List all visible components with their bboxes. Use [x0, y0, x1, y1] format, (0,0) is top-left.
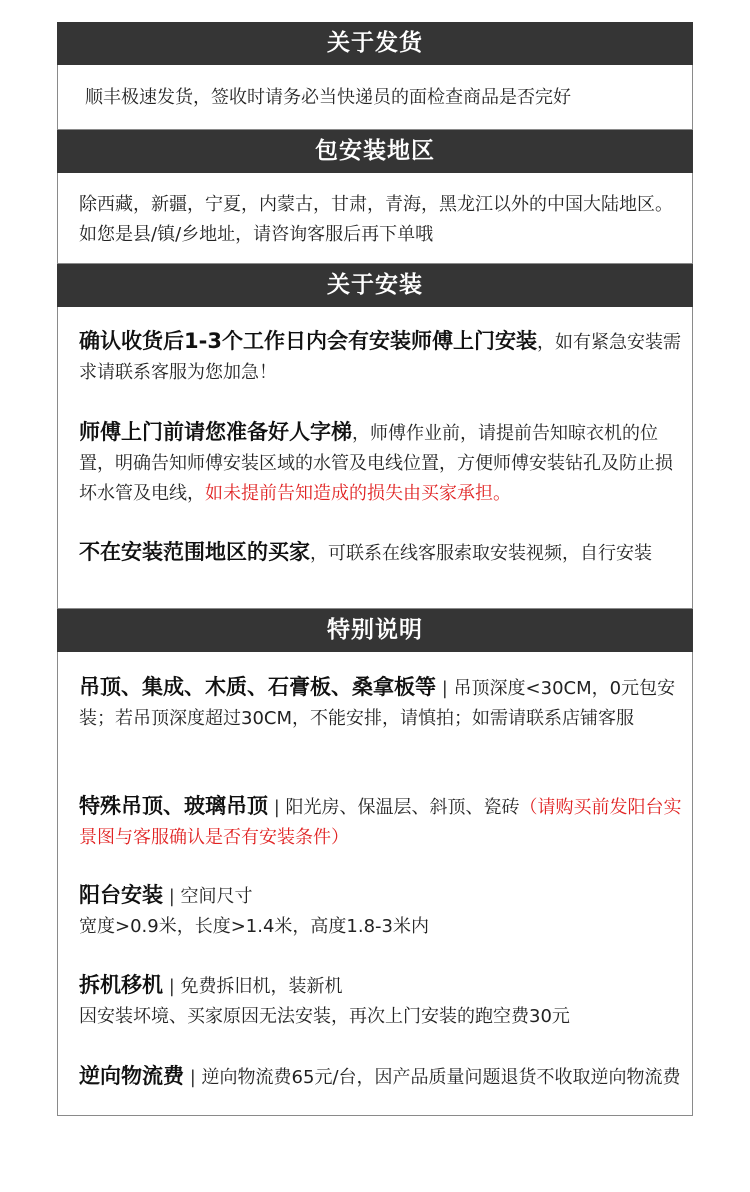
install-item	[79, 326, 683, 388]
install-item	[79, 537, 683, 569]
special-item-bold: 阳台安装	[79, 883, 163, 907]
install-item-text: ，可联系在线客服索取安装视频，自行安装	[310, 543, 652, 564]
install-item-text: ，师傅作业前，请提前告知晾衣机的位置，明确告知师傅安装区域的水管及电线位置，方便师傅安装钻孔及防止损坏水管及电线，	[79, 423, 673, 504]
special-item-line2: 因安装坏境、买家原因无法安装，再次上门安装的跑空费30元	[79, 1006, 570, 1027]
shipping-title: 关于发货	[57, 22, 693, 65]
area-title: 包安装地区	[57, 130, 693, 173]
special-item-bold: 逆向物流费	[79, 1064, 184, 1088]
special-item	[79, 791, 683, 853]
install-item-text: ，如有紧急安装需求请联系客服为您加急！	[79, 332, 681, 383]
special-title: 特别说明	[57, 609, 693, 652]
special-item-text: 免费拆旧机，装新机	[180, 976, 343, 997]
separator: |	[273, 797, 280, 818]
special-item	[79, 970, 683, 1032]
separator: |	[168, 976, 175, 997]
special-item-warning: （请购买前发阳台实景图与客服确认是否有安装条件）	[79, 797, 682, 848]
special-item	[79, 672, 683, 734]
install-item-warning: 如未提前告知造成的损失由买家承担。	[205, 483, 511, 504]
special-item-text: 空间尺寸	[180, 886, 253, 907]
special-item-text: 阳光房、保温层、斜顶、瓷砖	[285, 797, 520, 818]
install-item-bold: 确认收货后1-3个工作日内会有安装师傅上门安装	[79, 329, 537, 353]
install-item	[79, 417, 683, 509]
separator: |	[168, 886, 175, 907]
area-text: 除西藏，新疆，宁夏，内蒙古，甘肃，青海，黑龙江以外的中国大陆地区。如您是县/镇/乡地址，请咨询客服后再下单哦	[79, 194, 673, 245]
special-item-bold: 特殊吊顶、玻璃吊顶	[79, 794, 268, 818]
install-item-bold: 不在安装范围地区的买家	[79, 540, 310, 564]
special-item-text: 吊顶深度<30CM，0元包安装；若吊顶深度超过30CM，不能安排，请慎拍；如需请联系店铺客服	[79, 678, 676, 729]
special-item	[79, 1061, 683, 1093]
separator: |	[441, 678, 448, 699]
install-item-bold: 师傅上门前请您准备好人字梯	[79, 420, 352, 444]
special-item-line2: 宽度>0.9米，长度>1.4米，高度1.8-3米内	[79, 916, 429, 937]
install-title: 关于安装	[57, 264, 693, 307]
special-item-bold: 吊顶、集成、木质、石膏板、桑拿板等	[79, 675, 436, 699]
special-item-text: 逆向物流费65元/台，因产品质量问题退货不收取逆向物流费	[201, 1067, 681, 1088]
special-item-bold: 拆机移机	[79, 973, 163, 997]
special-item	[79, 880, 683, 942]
separator: |	[189, 1067, 196, 1088]
shipping-text: 顺丰极速发货，签收时请务必当快递员的面检查商品是否完好	[85, 87, 571, 108]
